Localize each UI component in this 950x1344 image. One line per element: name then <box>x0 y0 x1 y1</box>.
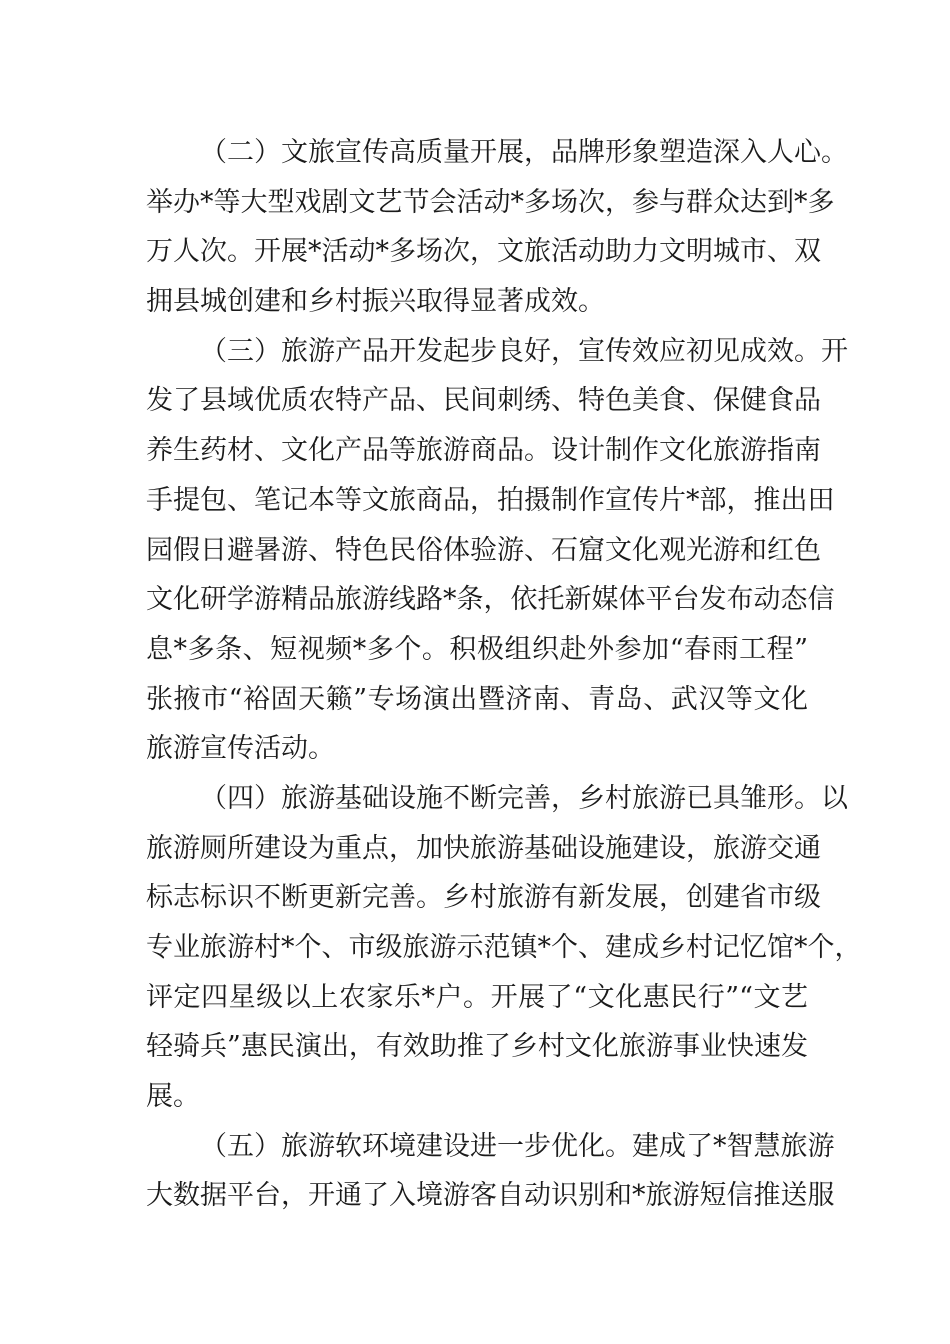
text-line: 专业旅游村*个、市级旅游示范镇*个、建成乡村记忆馆*个， <box>146 932 862 963</box>
text-line: 张掖市“裕固天籁”专场演出暨济南、青岛、武汉等文化 <box>146 683 808 715</box>
text-line: 养生药材、文化产品等旅游商品。设计制作文化旅游指南 <box>146 435 821 467</box>
text-line: 息*多条、短视频*多个。积极组织赴外参加“春雨工程” <box>146 633 808 665</box>
paragraph-5 <box>146 1122 835 1221</box>
text-line: 标志标识不断更新完善。乡村旅游有新发展，创建省市级 <box>146 882 821 914</box>
text-line: 旅游宣传活动。 <box>146 733 335 765</box>
text-line: 大数据平台，开通了入境游客自动识别和*旅游短信推送服 <box>146 1180 835 1212</box>
text-line: （五）旅游软环境建设进一步优化。建成了*智慧旅游 <box>200 1130 835 1162</box>
text-line: 轻骑兵”惠民演出，有效助推了乡村文化旅游事业快速发 <box>146 1031 808 1063</box>
paragraph-4 <box>146 774 862 1122</box>
text-line: 旅游厕所建设为重点，加快旅游基础设施建设，旅游交通 <box>146 832 821 864</box>
text-line: 园假日避暑游、特色民俗体验游、石窟文化观光游和红色 <box>146 534 821 566</box>
text-line: 万人次。开展*活动*多场次，文旅活动助力文明城市、双 <box>146 236 821 268</box>
text-line: 发了县域优质农特产品、民间刺绣、特色美食、保健食品 <box>146 385 821 417</box>
text-line: 评定四星级以上农家乐*户。开展了“文化惠民行”“文艺 <box>146 981 808 1013</box>
text-line: （三）旅游产品开发起步良好，宣传效应初见成效。开 <box>200 335 848 367</box>
text-line: 拥县城创建和乡村振兴取得显著成效。 <box>146 286 605 318</box>
text-line: （二）文旅宣传高质量开展，品牌形象塑造深入人心。 <box>200 137 848 168</box>
paragraph-3 <box>146 327 848 774</box>
text-line: （四）旅游基础设施不断完善，乡村旅游已具雏形。以 <box>200 782 848 814</box>
text-line: 文化研学游精品旅游线路*条，依托新媒体平台发布动态信 <box>146 584 835 616</box>
text-line: 展。 <box>146 1081 200 1113</box>
document-body <box>146 128 862 1221</box>
text-line: 举办*等大型戏剧文艺节会活动*多场次，参与群众达到*多 <box>146 186 835 218</box>
paragraph-2 <box>146 128 848 327</box>
text-line: 手提包、笔记本等文旅商品，拍摄制作宣传片*部，推出田 <box>146 484 835 516</box>
